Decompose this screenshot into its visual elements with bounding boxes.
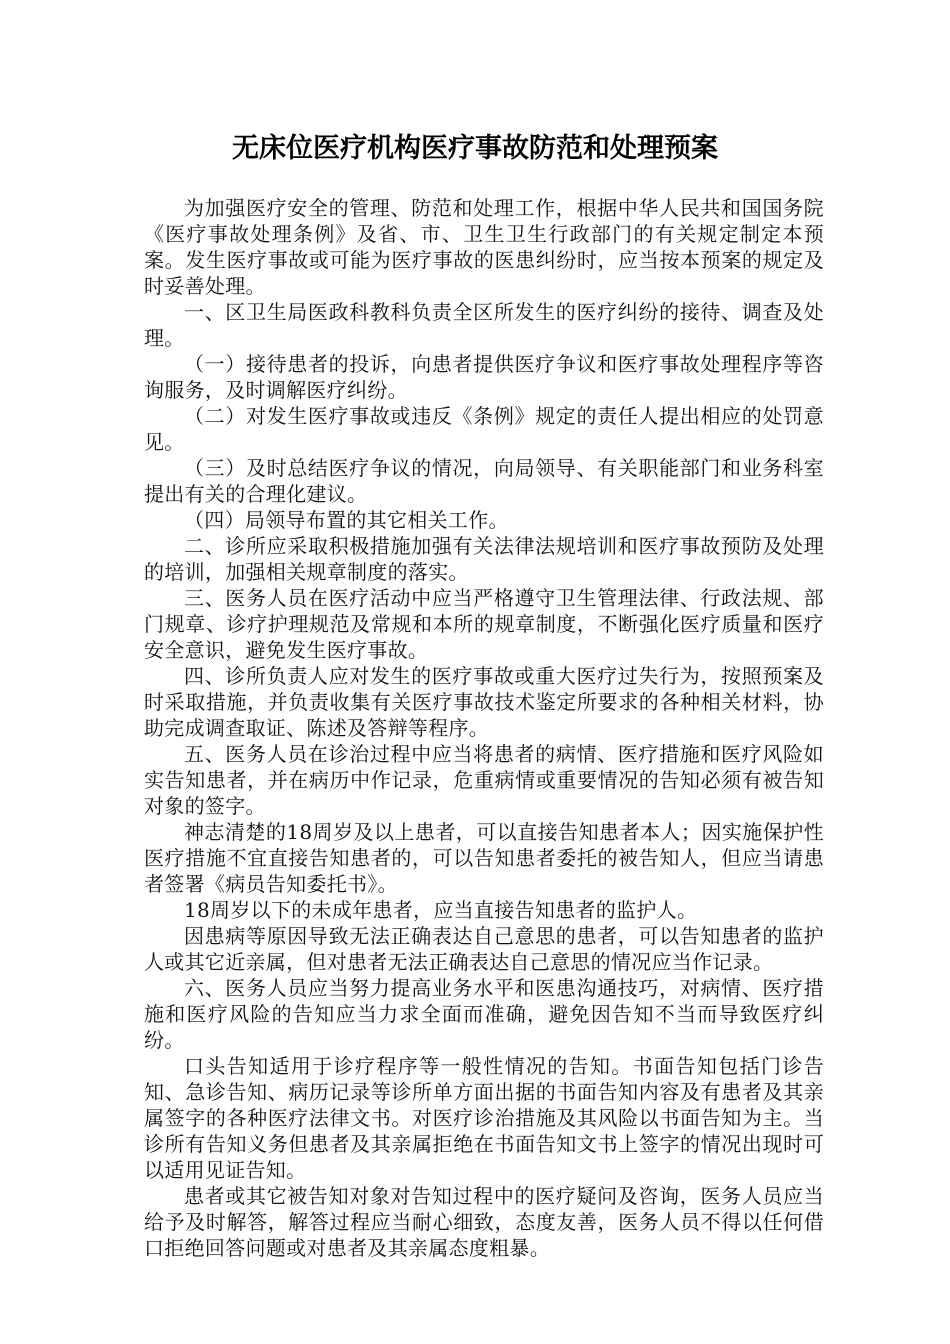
paragraph-section-6-written-notice: 口头告知适用于诊疗程序等一般性情况的告知。书面告知包括门诊告知、急诊告知、病历记录等诊所单方面出据的书面告知内容及有患者及其亲属签字的各种医疗法律文书。对医疗诊治措施及其风险以书面告知为主。当诊所有告知义务但患者及其亲属拒绝在书面告知文书上签字的情况出现时可以适用见证告知。 xyxy=(144,1054,824,1182)
paragraph-section-4: 四、诊所负责人应对发生的医疗事故或重大医疗过失行为，按照预案及时采取措施，并负责收集有关医疗事故技术鉴定所要求的各种相关材料，协助完成调查取证、陈述及答辩等程序。 xyxy=(144,664,824,740)
document-title: 无床位医疗机构医疗事故防范和处理预案 xyxy=(232,133,718,164)
paragraph-section-1-item-2: （二）对发生医疗事故或违反《条例》规定的责任人提出相应的处罚意见。 xyxy=(144,404,824,454)
paragraph-section-5-adult: 神志清楚的18周岁及以上患者，可以直接告知患者本人；因实施保护性医疗措施不宜直接告知患者的，可以告知患者委托的被告知人，但应当请患者签署《病员告知委托书》。 xyxy=(144,820,824,896)
document-body xyxy=(144,195,824,1261)
paragraph-section-1-item-4: （四）局领导布置的其它相关工作。 xyxy=(184,508,509,532)
paragraph-section-5: 五、医务人员在诊治过程中应当将患者的病情、医疗措施和医疗风险如实告知患者，并在病历中作记录，危重病情或重要情况的告知必须有被告知对象的签字。 xyxy=(144,742,824,818)
paragraph-intro: 为加强医疗安全的管理、防范和处理工作，根据中华人民共和国国务院《医疗事故处理条例》及省、市、卫生卫生行政部门的有关规定制定本预案。发生医疗事故或可能为医疗事故的医患纠纷时，应当按本预案的规定及时妥善处理。 xyxy=(144,196,824,298)
paragraph-section-3: 三、医务人员在医疗活动中应当严格遵守卫生管理法律、行政法规、部门规章、诊疗护理规范及常规和本所的规章制度，不断强化医疗质量和医疗安全意识，避免发生医疗事故。 xyxy=(144,586,824,662)
paragraph-section-6-consultation: 患者或其它被告知对象对告知过程中的医疗疑问及咨询，医务人员应当给予及时解答，解答过程应当耐心细致，态度友善，医务人员不得以任何借口拒绝回答问题或对患者及其亲属态度粗暴。 xyxy=(144,1184,824,1260)
paragraph-section-2: 二、诊所应采取积极措施加强有关法律法规培训和医疗事故预防及处理的培训，加强相关规章制度的落实。 xyxy=(144,534,824,584)
paragraph-section-1-item-3: （三）及时总结医疗争议的情况，向局领导、有关职能部门和业务科室提出有关的合理化建议。 xyxy=(144,456,824,506)
paragraph-section-6: 六、医务人员应当努力提高业务水平和医患沟通技巧，对病情、医疗措施和医疗风险的告知应当力求全面而准确，避免因告知不当而导致医疗纠纷。 xyxy=(144,976,824,1052)
paragraph-section-5-minor: 18周岁以下的未成年患者，应当直接告知患者的监护人。 xyxy=(184,898,698,922)
paragraph-section-1-item-1: （一）接待患者的投诉，向患者提供医疗争议和医疗事故处理程序等咨询服务，及时调解医疗纠纷。 xyxy=(144,352,824,402)
paragraph-section-5-incapable: 因患病等原因导致无法正确表达自己意思的患者，可以告知患者的监护人或其它近亲属，但对患者无法正确表达自己意思的情况应当作记录。 xyxy=(144,924,824,974)
paragraph-section-1: 一、区卫生局医政科教科负责全区所发生的医疗纠纷的接待、调查及处理。 xyxy=(144,300,824,350)
